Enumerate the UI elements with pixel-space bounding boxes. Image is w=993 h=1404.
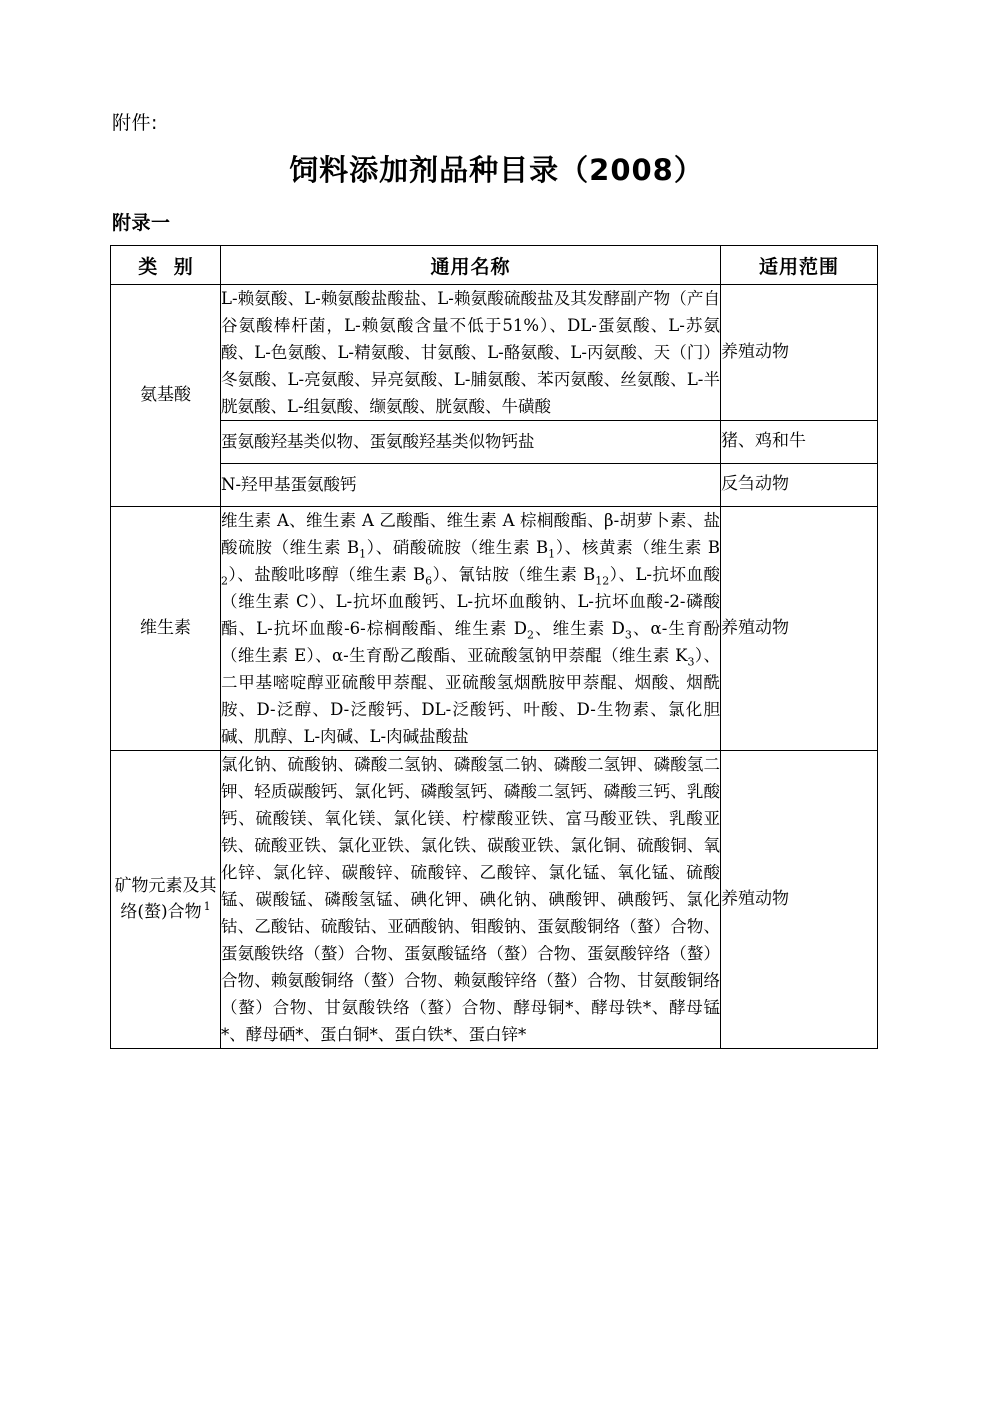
scope-cell: 养殖动物 xyxy=(721,751,878,1049)
attachment-label: 附件: xyxy=(112,112,158,134)
table-row xyxy=(111,421,878,464)
scope-cell: 养殖动物 xyxy=(721,285,878,421)
category-cell-amino-acids xyxy=(111,285,221,507)
page-title: 饲料添加剂品种目录（2008） xyxy=(289,153,704,187)
table-body xyxy=(111,285,878,1049)
category-label: 氨基酸 xyxy=(140,384,191,405)
generic-name-cell: L-赖氨酸、L-赖氨酸盐酸盐、L-赖氨酸硫酸盐及其发酵副产物（产自谷氨酸棒杆菌，L-赖氨酸含量不低于51%）、DL-蛋氨酸、L-苏氨酸、L-色氨酸、L-精氨酸、甘氨酸、L-酪氨酸、L-丙氨酸、天（门）冬氨酸、L-亮氨酸、异亮氨酸、L-脯氨酸、苯丙氨酸、丝氨酸、L-半胱氨酸、L-组氨酸、缬氨酸、胱氨酸、牛磺酸 xyxy=(221,285,721,421)
table-row xyxy=(111,285,878,421)
column-header-scope: 适用范围 xyxy=(721,246,878,285)
generic-name-cell: 蛋氨酸羟基类似物、蛋氨酸羟基类似物钙盐 xyxy=(221,421,721,464)
column-header-generic-name: 通用名称 xyxy=(221,246,721,285)
table-row xyxy=(111,751,878,1049)
appendix-label: 附录一 xyxy=(112,212,171,234)
generic-name-cell: 氯化钠、硫酸钠、磷酸二氢钠、磷酸氢二钠、磷酸二氢钾、磷酸氢二钾、轻质碳酸钙、氯化钙、磷酸氢钙、磷酸二氢钙、磷酸三钙、乳酸钙、硫酸镁、氧化镁、氯化镁、柠檬酸亚铁、富马酸亚铁、乳酸亚铁、硫酸亚铁、氯化亚铁、氯化铁、碳酸亚铁、氯化铜、硫酸铜、氧化锌、氯化锌、碳酸锌、硫酸锌、乙酸锌、氯化锰、氧化锰、硫酸锰、碳酸锰、磷酸氢锰、碘化钾、碘化钠、碘酸钾、碘酸钙、氯化钴、乙酸钴、硫酸钴、亚硒酸钠、钼酸钠、蛋氨酸铜络（螯）合物、蛋氨酸铁络（螯）合物、蛋氨酸锰络（螯）合物、蛋氨酸锌络（螯）合物、赖氨酸铜络（螯）合物、赖氨酸锌络（螯）合物、甘氨酸铜络（螯）合物、甘氨酸铁络（螯）合物、酵母铜*、酵母铁*、酵母锰*、酵母硒*、蛋白铜*、蛋白铁*、蛋白锌* xyxy=(221,751,721,1049)
generic-name-cell: N-羟甲基蛋氨酸钙 xyxy=(221,464,721,507)
scope-cell: 反刍动物 xyxy=(721,464,878,507)
column-header-category: 类 别 xyxy=(111,246,221,285)
feed-additive-catalog-table xyxy=(110,245,878,1049)
scope-cell: 猪、鸡和牛 xyxy=(721,421,878,464)
generic-name-cell: 维生素 A、维生素 A 乙酸酯、维生素 A 棕榈酸酯、β-胡萝卜素、盐酸硫胺（维生素 $B_1$）、硝酸硫胺（维生素 $B_1$）、核黄素（维生素 $B_2$）、盐酸吡哆醇（维生素 $B_6$）、氰钴胺（维生素 $B_{12}$）、L-抗坏血酸（维生素 C）、L-抗坏血酸钙、L-抗坏血酸钠、L-抗坏血酸-2-磷酸酯、L-抗坏血酸-6-棕榈酸酯、维生素 $D_2$、维生素 $D_3$、α-生育酚（维生素 E）、α-生育酚乙酸酯、亚硫酸氢钠甲萘醌（维生素 $K_3$）、二甲基嘧啶醇亚硫酸甲萘醌、亚硫酸氢烟酰胺甲萘醌、烟酸、烟酰胺、D-泛醇、D-泛酸钙、DL-泛酸钙、叶酸、D-生物素、氯化胆碱、肌醇、L-肉碱、L-肉碱盐酸盐 xyxy=(221,507,721,751)
category-cell-mineral-elements xyxy=(111,751,221,1049)
category-label: 矿物元素及其络(螯)合物 xyxy=(114,876,217,922)
category-label: 维生素 xyxy=(140,617,191,638)
table-row xyxy=(111,464,878,507)
footnote-marker: 1 xyxy=(203,899,211,913)
category-cell-vitamins xyxy=(111,507,221,751)
table-header-row xyxy=(111,246,878,285)
scope-cell: 养殖动物 xyxy=(721,507,878,751)
table-row xyxy=(111,507,878,751)
